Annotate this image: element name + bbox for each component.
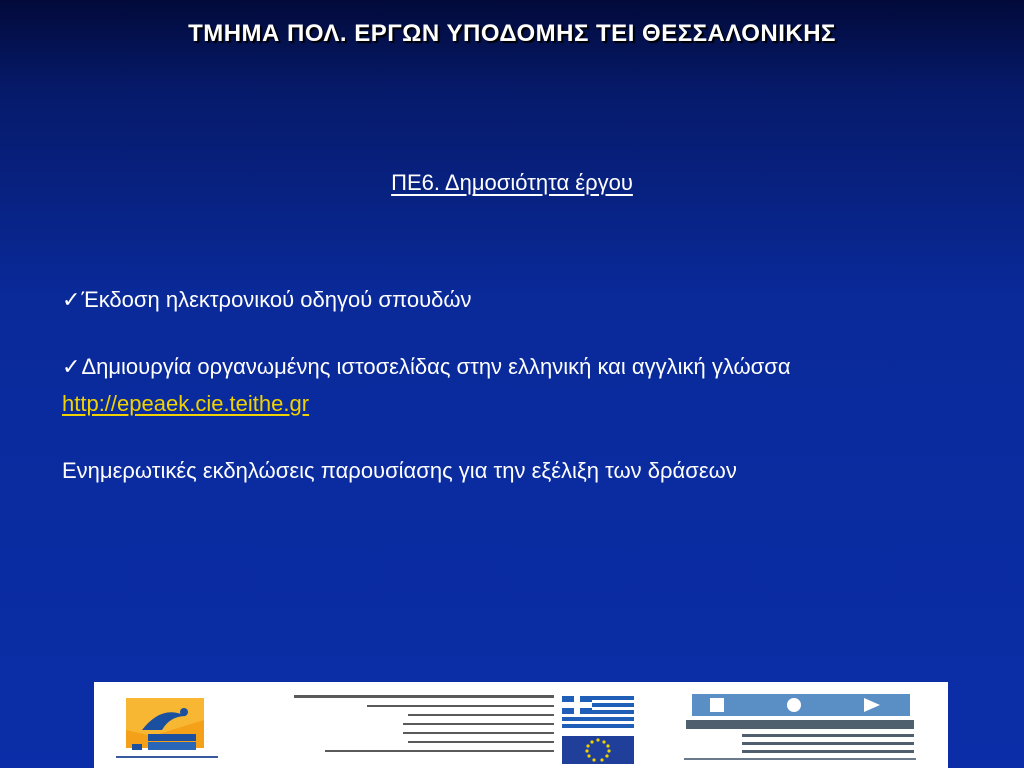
bullet-text: Έκδοση ηλεκτρονικού οδηγού σπουδών bbox=[81, 287, 472, 312]
ministry-text-block bbox=[294, 688, 554, 764]
bullet-item bbox=[62, 354, 791, 380]
bullet-item bbox=[62, 287, 472, 313]
slide-header-title: ΤΜΗΜΑ ΠΟΛ. ΕΡΓΩΝ ΥΠΟΔΟΜΗΣ ΤΕΙ ΘΕΣΣΑΛΟΝΙΚΗΣ bbox=[188, 20, 836, 47]
paideia-mprosta-logo bbox=[682, 690, 922, 766]
slide-heading-container bbox=[0, 170, 1024, 196]
bullet-text: Δημιουργία οργανωμένης ιστοσελίδας στην ελληνική και αγγλική γλώσσα bbox=[81, 354, 791, 379]
greek-flag-icon bbox=[558, 690, 638, 766]
footer-logos-banner bbox=[94, 682, 948, 768]
checkmark-icon: ✓ bbox=[62, 288, 81, 313]
website-link[interactable]: http://epeaek.cie.teithe.gr bbox=[62, 391, 310, 416]
greece-2008-logo bbox=[112, 690, 222, 766]
checkmark-icon: ✓ bbox=[62, 355, 81, 380]
slide-heading: ΠΕ6. Δημοσιότητα έργου bbox=[391, 170, 633, 195]
info-paragraph: Ενημερωτικές εκδηλώσεις παρουσίασης για την εξέλιξη των δράσεων bbox=[62, 458, 737, 483]
